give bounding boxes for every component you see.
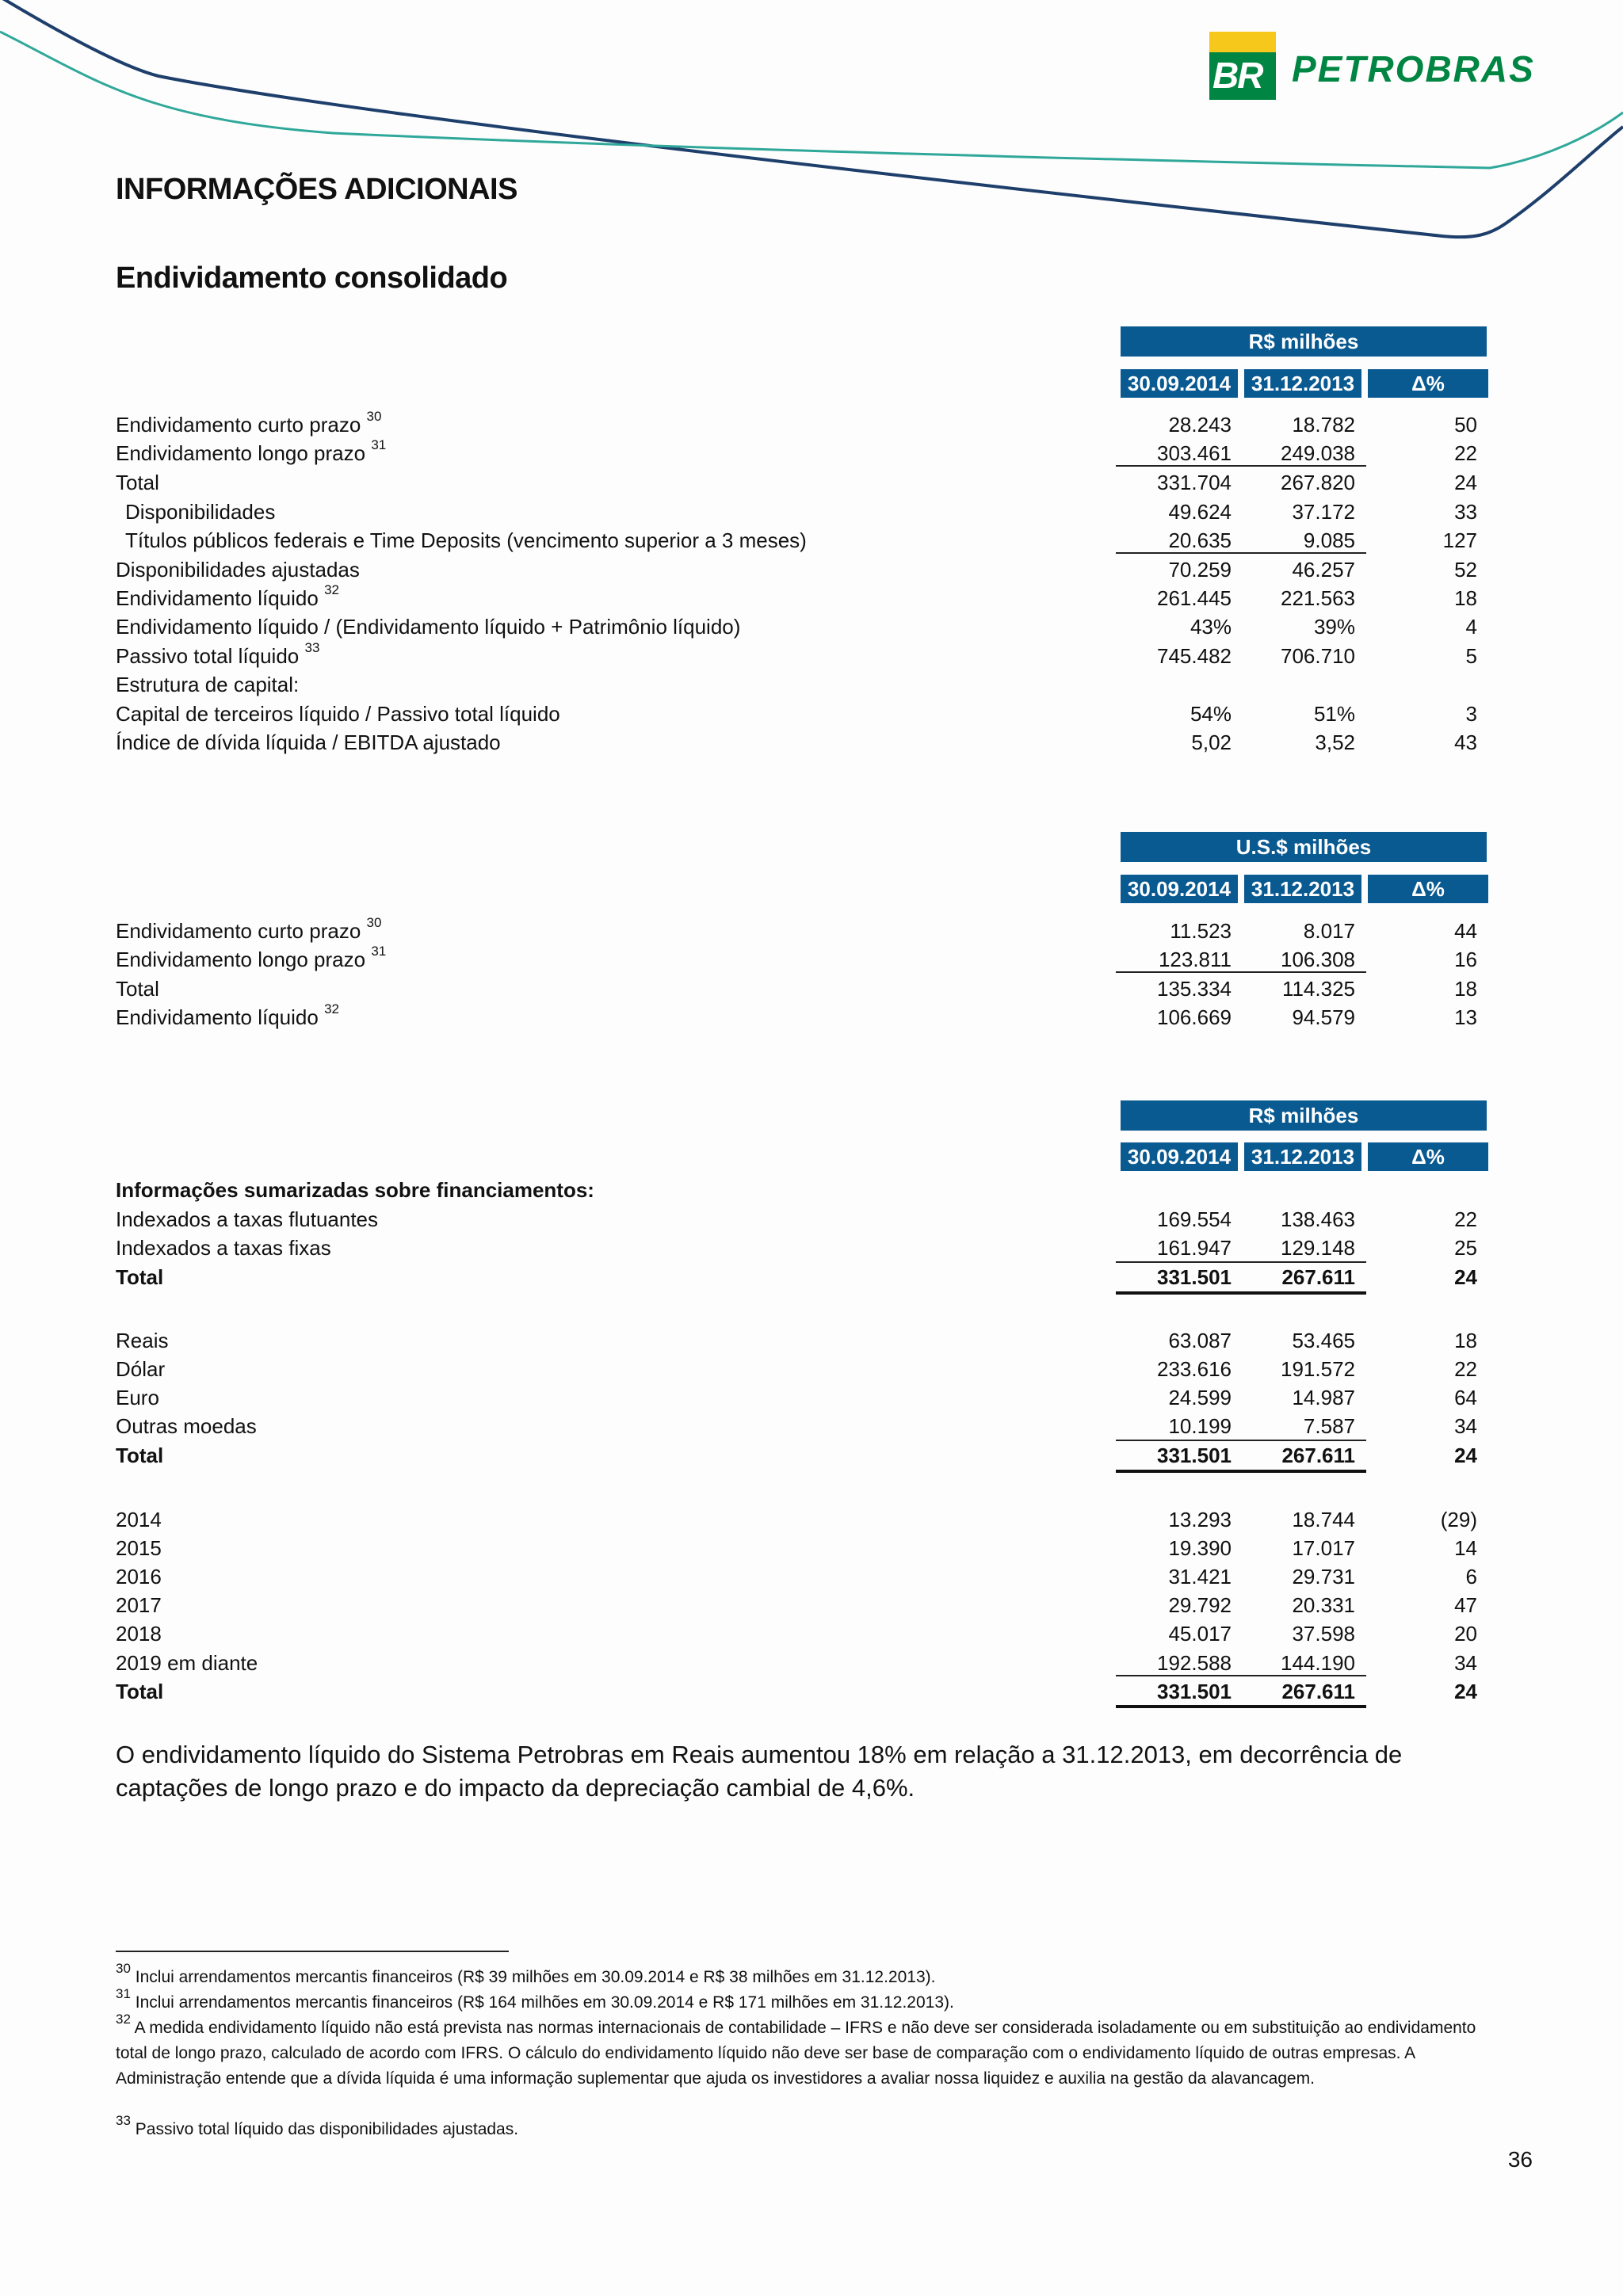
value-2013-12: 20.331 [1292,1593,1355,1617]
value-2013-12: 9.085 [1303,528,1355,552]
value-2013-12: 267.820 [1281,471,1355,494]
row-label: Euro [116,1386,159,1409]
table-row [0,700,1623,728]
table-row [0,670,1623,699]
value-delta: 50 [1454,413,1477,437]
row-label: 2019 em diante [116,1651,258,1675]
value-2014-09: 331.501 [1157,1444,1232,1467]
table-row [0,1505,1623,1534]
table-row [0,468,1623,497]
value-delta: 14 [1454,1536,1477,1560]
table-row [0,1534,1623,1562]
value-2014-09: 49.624 [1168,500,1232,524]
column-header: 31.12.2013 [1244,369,1361,398]
table-row [0,1677,1623,1706]
table-unit-header: R$ milhões [1121,326,1487,357]
value-delta: 22 [1454,1357,1477,1381]
value-2014-09: 331.704 [1157,471,1232,494]
row-label: Outras moedas [116,1414,257,1438]
column-header: Δ% [1368,369,1488,398]
value-delta: 47 [1454,1593,1477,1617]
table-row [0,498,1623,526]
value-delta: 16 [1454,948,1477,971]
row-label: Dólar [116,1357,166,1381]
value-2014-09: 169.554 [1157,1207,1232,1231]
table-row [0,1412,1623,1440]
subtotal-rule [1116,971,1366,973]
table-row [0,1263,1623,1291]
footnote-ref: 31 [371,437,387,453]
value-2013-12: 249.038 [1281,441,1355,465]
row-label: Endividamento longo prazo $^{31}$ [116,437,387,465]
table-row [0,945,1623,974]
footnote-33: $^{33}$ Passivo total líquido das disponibilidades ajustadas. [116,2113,519,2138]
value-2014-09: 106.669 [1157,1005,1232,1029]
column-header: Δ% [1368,1142,1488,1171]
row-label: Títulos públicos federais e Time Deposits (vencimento superior a 3 meses) [125,528,807,552]
table-row [0,1383,1623,1412]
row-label: 2016 [116,1565,162,1589]
value-2014-09: 20.635 [1168,528,1232,552]
table-row [0,410,1623,439]
row-label: Reais [116,1329,169,1352]
row-label: 2018 [116,1622,162,1646]
footnote-ref: 33 [304,640,320,656]
value-2014-09: 13.293 [1168,1508,1232,1531]
table-row [0,584,1623,612]
value-2013-12: 267.611 [1281,1265,1355,1289]
section-title: INFORMAÇÕES ADICIONAIS [116,173,517,206]
row-label: Total [116,1680,164,1703]
value-delta: 44 [1454,919,1477,943]
value-delta: 127 [1442,528,1477,552]
row-label: Total [116,1444,164,1467]
column-header: 31.12.2013 [1244,1142,1361,1171]
table-unit-header: R$ milhões [1121,1100,1487,1131]
row-label: 2015 [116,1536,162,1560]
row-label: Endividamento curto prazo $^{30}$ [116,915,382,943]
value-2014-09: 63.087 [1168,1329,1232,1352]
column-header: 30.09.2014 [1121,875,1238,903]
value-2014-09: 303.461 [1157,441,1232,465]
row-label: Endividamento líquido / (Endividamento líquido + Patrimônio líquido) [116,615,741,639]
value-2013-12: 8.017 [1303,919,1355,943]
footnote-ref: 30 [366,915,382,931]
value-2013-12: 106.308 [1281,948,1355,971]
value-2014-09: 745.482 [1157,644,1232,668]
value-delta: 64 [1454,1386,1477,1409]
value-2014-09: 43% [1190,615,1232,639]
subtotal-rule [1116,465,1366,467]
value-delta: 52 [1454,558,1477,582]
value-delta: 18 [1454,977,1477,1001]
value-2014-09: 261.445 [1157,586,1232,610]
value-2013-12: 144.190 [1281,1651,1355,1675]
value-2014-09: 192.588 [1157,1651,1232,1675]
row-label: Disponibilidades ajustadas [116,558,360,582]
page-number: 36 [1507,2147,1533,2172]
total-rule [1116,1705,1366,1708]
footnote-32: $^{32}$ A medida endividamento líquido não está prevista nas normas internacionais de contabilidade – IFRS e não deve ser considerada isoladamente ou em substituição ao endividamento total de longo prazo, calculado de acordo com IFRS. O cálculo do endividamento líquido não deve ser base de comparação com o endividamento líquido de outras empresas. A Administração entende que a dívida líquida é uma informação suplementar que ajuda os investidores a avaliar nossa liquidez e auxilia na gestão da alavancagem. [116,2012,1476,2088]
table-row [0,1355,1623,1383]
table-row [0,917,1623,945]
value-2013-12: 129.148 [1281,1236,1355,1260]
footnote-ref: 32 [324,1001,339,1017]
value-delta: 34 [1454,1414,1477,1438]
footnote-ref: 30 [366,409,382,425]
row-label: Índice de dívida líquida / EBITDA ajustado [116,730,501,754]
value-2013-12: 706.710 [1281,644,1355,668]
value-2014-09: 19.390 [1168,1536,1232,1560]
value-2013-12: 138.463 [1281,1207,1355,1231]
subtotal-rule [1116,1440,1366,1441]
table-row [0,612,1623,641]
value-2014-09: 331.501 [1157,1265,1232,1289]
value-2013-12: 51% [1313,702,1355,726]
value-2014-09: 31.421 [1168,1565,1232,1589]
value-2013-12: 7.587 [1303,1414,1355,1438]
value-delta: 43 [1454,730,1477,754]
value-2013-12: 29.731 [1292,1565,1355,1589]
logo-wordmark: PETROBRAS [1292,48,1535,90]
row-label: 2017 [116,1593,162,1617]
value-delta: 33 [1454,500,1477,524]
row-label: Endividamento curto prazo $^{30}$ [116,409,382,437]
value-delta: 18 [1454,586,1477,610]
commentary-paragraph: O endividamento líquido do Sistema Petrobras em Reais aumentou 18% em relação a 31.12.2013, em decorrência de captações de longo prazo e do impacto da depreciação cambial de 4,6%. [116,1741,1403,1802]
value-2013-12: 14.987 [1292,1386,1355,1409]
value-2013-12: 53.465 [1292,1329,1355,1352]
value-2013-12: 18.782 [1292,413,1355,437]
row-label: Indexados a taxas flutuantes [116,1207,379,1231]
column-header: Δ% [1368,875,1488,903]
table-row [0,1205,1623,1234]
row-label: Indexados a taxas fixas [116,1236,331,1260]
value-delta: 6 [1465,1565,1477,1589]
value-2014-09: 28.243 [1168,413,1232,437]
table-row [0,1619,1623,1648]
header-swoosh-decoration [0,0,1623,254]
row-label: Estrutura de capital: [116,673,300,696]
table-row [0,555,1623,584]
footnote-separator [116,1951,509,1952]
table-heading-row [0,1176,1623,1204]
row-label: Endividamento longo prazo $^{31}$ [116,944,387,971]
value-delta: 34 [1454,1651,1477,1675]
value-delta: 3 [1465,702,1477,726]
table-row [0,526,1623,555]
table-row [0,1326,1623,1355]
row-label: 2014 [116,1508,162,1531]
table-row [0,439,1623,467]
row-label: Passivo total líquido $^{33}$ [116,640,320,668]
row-label: Total [116,471,159,494]
footnote-ref: 32 [324,582,339,598]
table-row [0,1441,1623,1470]
value-2014-09: 135.334 [1157,977,1232,1001]
value-delta: 25 [1454,1236,1477,1260]
subsection-title: Endividamento consolidado [116,261,508,295]
row-label: Total [116,1265,164,1289]
table-row [0,1562,1623,1591]
value-2014-09: 24.599 [1168,1386,1232,1409]
table-row [0,642,1623,670]
total-rule [1116,1470,1366,1473]
value-2014-09: 11.523 [1170,919,1232,943]
value-2014-09: 45.017 [1168,1622,1232,1646]
value-2013-12: 37.172 [1292,500,1355,524]
table-unit-header: U.S.$ milhões [1121,832,1487,862]
table-row [0,728,1623,757]
value-delta: (29) [1440,1508,1477,1531]
value-2013-12: 221.563 [1281,586,1355,610]
row-label: Disponibilidades [125,500,276,524]
value-2014-09: 233.616 [1157,1357,1232,1381]
subtotal-rule [1116,1261,1366,1263]
value-2014-09: 10.199 [1168,1414,1232,1438]
column-header: 31.12.2013 [1244,875,1361,903]
value-2013-12: 114.325 [1281,977,1355,1001]
br-logo-mark: BR [1209,32,1276,100]
total-rule [1116,1291,1366,1295]
value-2013-12: 3,52 [1315,730,1355,754]
subtotal-rule [1116,1675,1366,1676]
value-delta: 22 [1454,441,1477,465]
subtotal-rule [1116,552,1366,554]
value-delta: 24 [1454,471,1477,494]
value-2014-09: 54% [1190,702,1232,726]
row-label: Total [116,977,159,1001]
value-delta: 18 [1454,1329,1477,1352]
value-2013-12: 39% [1313,615,1355,639]
table-row [0,1591,1623,1619]
value-2013-12: 94.579 [1292,1005,1355,1029]
value-delta: 24 [1454,1265,1477,1289]
column-header: 30.09.2014 [1121,1142,1238,1171]
table-row [0,1234,1623,1262]
value-2013-12: 46.257 [1292,558,1355,582]
value-2013-12: 267.611 [1281,1680,1355,1703]
footnote-31: $^{31}$ Inclui arrendamentos mercantis financeiros (R$ 164 milhões em 30.09.2014 e R$ 171 milhões em 31.12.2013). [116,1986,954,2012]
value-2013-12: 267.611 [1281,1444,1355,1467]
value-2014-09: 161.947 [1157,1236,1232,1260]
value-delta: 20 [1454,1622,1477,1646]
value-delta: 4 [1465,615,1477,639]
row-label: Endividamento líquido $^{32}$ [116,582,339,610]
table-row [0,1003,1623,1032]
column-header: 30.09.2014 [1121,369,1238,398]
value-2014-09: 123.811 [1158,948,1232,971]
footnote-ref: 31 [371,944,387,959]
value-delta: 22 [1454,1207,1477,1231]
value-2014-09: 331.501 [1157,1680,1232,1703]
value-2014-09: 70.259 [1168,558,1232,582]
row-label: Capital de terceiros líquido / Passivo total líquido [116,702,560,726]
table-heading: Informações sumarizadas sobre financiamentos: [116,1178,594,1202]
table-row [0,1649,1623,1677]
value-delta: 13 [1454,1005,1477,1029]
value-2014-09: 29.792 [1168,1593,1232,1617]
value-2013-12: 191.572 [1281,1357,1355,1381]
value-2014-09: 5,02 [1191,730,1232,754]
value-delta: 5 [1465,644,1477,668]
value-2013-12: 37.598 [1292,1622,1355,1646]
value-delta: 24 [1454,1444,1477,1467]
table-row [0,974,1623,1003]
value-delta: 24 [1454,1680,1477,1703]
footnote-30: $^{30}$ Inclui arrendamentos mercantis financeiros (R$ 39 milhões em 30.09.2014 e R$ 38 milhões em 31.12.2013). [116,1961,936,1986]
row-label: Endividamento líquido $^{32}$ [116,1001,339,1029]
value-2013-12: 17.017 [1292,1536,1355,1560]
value-2013-12: 18.744 [1292,1508,1355,1531]
